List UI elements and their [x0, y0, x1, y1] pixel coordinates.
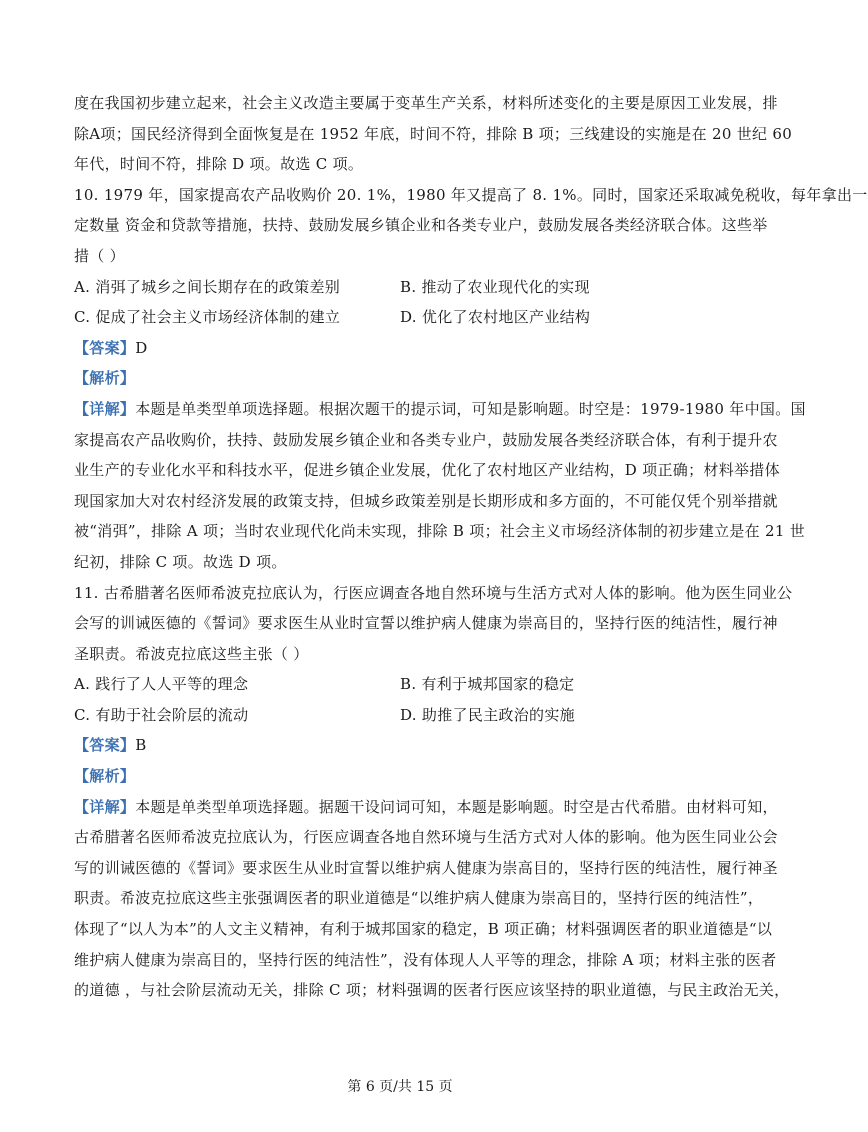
- detail-line: [74, 792, 778, 823]
- detail-line: 古希腊著名医师希波克拉底认为，行医应调查各地自然环境与生活方式对人体的影响。他为医生同业公会: [74, 828, 778, 847]
- detail-line: 维护病人健康为崇高目的，坚持行医的纯洁性”，没有体现人人平等的理念，排除 A 项；材料主张的医者: [74, 950, 777, 969]
- page-footer: 第 6 页/共 15 页: [347, 1079, 453, 1095]
- detail-text: 本题是单类型单项选择题。据题干设问词可知，本题是影响题。时空是古代希腊。由材料可知，: [135, 797, 778, 816]
- answer-value: B: [135, 736, 147, 755]
- question-stem-line: 措（ ）: [74, 246, 125, 265]
- question-stem-line: 会写的训诫医德的《誓词》要求医生从业时宣誓以维护病人健康为崇高目的，坚持行医的纯洁性，履行神: [74, 614, 778, 633]
- analysis-label: 【解析】: [74, 369, 136, 388]
- detail-line: 的道德 ，与社会阶层流动无关，排除 C 项；材料强调的医者行医应该坚持的职业道德，与民主政治无关，: [74, 981, 790, 1000]
- option-d: D. 助推了民主政治的实施: [400, 705, 575, 724]
- options-row: [74, 272, 734, 303]
- options-row: [74, 302, 734, 333]
- question-stem-line: 圣职责。希波克拉底这些主张（ ）: [74, 644, 309, 663]
- text-line: 年代，时间不符，排除 D 项。故选 C 项。: [74, 155, 364, 174]
- document-page: [74, 88, 868, 1006]
- option-b: B. 推动了农业现代化的实现: [400, 277, 590, 296]
- question-11: [74, 578, 793, 1006]
- analysis-line: [74, 761, 734, 792]
- question-stem-line: 10. 1979 年，国家提高农产品收购价 20. 1%，1980 年又提高了 8. 1%。同时，国家还采取减免税收，每年拿出一: [74, 185, 868, 204]
- option-b: B. 有利于城邦国家的稳定: [400, 675, 575, 694]
- question-stem-line: 定数量 资金和贷款等措施，扶持、鼓励发展乡镇企业和各类专业户，鼓励发展各类经济联合体。这些举: [74, 216, 768, 235]
- text-line: 除A项；国民经济得到全面恢复是在 1952 年底，时间不符，排除 B 项；三线建设的实施是在 20 世纪 60: [74, 124, 793, 143]
- detail-line: [74, 394, 806, 425]
- option-d: D. 优化了农村地区产业结构: [400, 308, 591, 327]
- answer-line: [74, 333, 734, 364]
- options-row: [74, 700, 734, 731]
- detail-label: 【详解】: [74, 399, 136, 418]
- detail-line: 家提高农产品收购价，扶持、鼓励发展乡镇企业和各类专业户，鼓励发展各类经济联合体，有利于提升农: [74, 430, 778, 449]
- option-a: A. 践行了人人平等的理念: [74, 675, 249, 694]
- question-10: [74, 180, 868, 578]
- text-line: 度在我国初步建立起来，社会主义改造主要属于变革生产关系，材料所述变化的主要是原因工业发展，排: [74, 94, 778, 112]
- options-row: [74, 669, 734, 700]
- detail-line: 业生产的专业化水平和科技水平，促进乡镇企业发展，优化了农村地区产业结构，D 项正确；材料举措体: [74, 461, 780, 480]
- answer-label: 【答案】: [74, 338, 136, 357]
- detail-line: 职责。希波克拉底这些主张强调医者的职业道德是“以维护病人健康为崇高目的，坚持行医的纯洁性”，: [74, 889, 764, 908]
- detail-line: 纪初，排除 C 项。故选 D 项。: [74, 552, 287, 571]
- answer-line: [74, 730, 734, 761]
- detail-line: 被“消弭”，排除 A 项；当时农业现代化尚未实现，排除 B 项；社会主义市场经济体制的初步建立是在 21 世: [74, 522, 806, 541]
- detail-text: 本题是单类型单项选择题。根据次题干的提示词，可知是影响题。时空是：1979-1980 年中国。国: [135, 399, 806, 418]
- analysis-label: 【解析】: [74, 767, 136, 786]
- option-c: C. 促成了社会主义市场经济体制的建立: [74, 308, 341, 327]
- answer-label: 【答案】: [74, 736, 136, 755]
- question-stem-line: 11. 古希腊著名医师希波克拉底认为，行医应调查各地自然环境与生活方式对人体的影响。他为医生同业公: [74, 583, 793, 602]
- detail-line: 体现了“以人为本”的人文主义精神，有利于城邦国家的稳定，B 项正确；材料强调医者的职业道德是“以: [74, 920, 773, 939]
- option-a: A. 消弭了城乡之间长期存在的政策差别: [74, 277, 341, 296]
- option-c: C. 有助于社会阶层的流动: [74, 705, 249, 724]
- detail-line: 现国家加大对农村经济发展的政策支持，但城乡政策差别是长期形成和多方面的，不可能仅凭个别举措就: [74, 491, 778, 510]
- detail-line: 写的训诫医德的《誓词》要求医生从业时宣誓以维护病人健康为崇高目的，坚持行医的纯洁性，履行神圣: [74, 858, 778, 877]
- answer-value: D: [135, 338, 148, 357]
- analysis-line: [74, 363, 734, 394]
- detail-label: 【详解】: [74, 797, 136, 816]
